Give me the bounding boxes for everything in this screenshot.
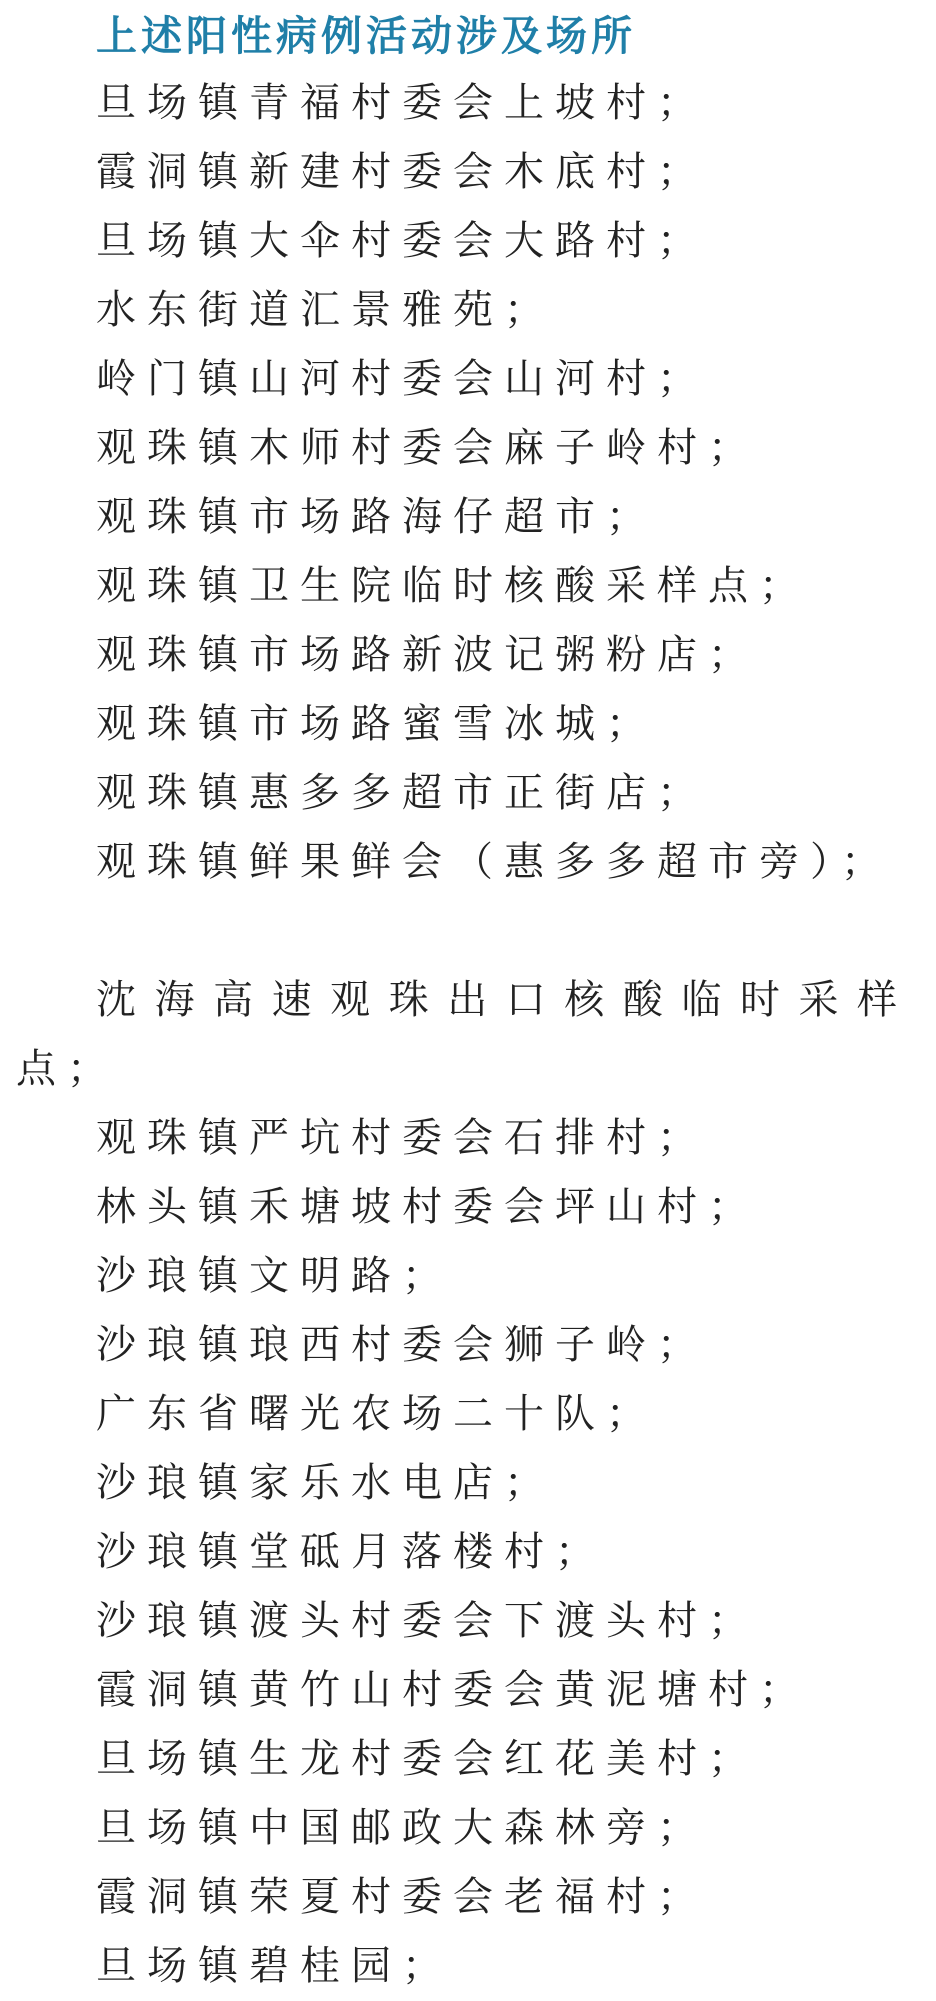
- place-item: 观珠镇市场路新波记粥粉店；: [96, 632, 759, 678]
- places-list: [0, 69, 936, 2001]
- place-item: 沙琅镇渡头村委会下渡头村；: [96, 1598, 759, 1644]
- place-item: 观珠镇市场路蜜雪冰城；: [96, 701, 657, 747]
- place-item: 岭门镇山河村委会山河村；: [96, 356, 708, 402]
- place-item: 观珠镇惠多多超市正街店；: [96, 770, 708, 816]
- place-item: 沈海高速观珠出口核酸临时采样点；: [16, 977, 908, 1092]
- place-item: 广东省曙光农场二十队；: [96, 1391, 657, 1437]
- place-item: 旦场镇大伞村委会大路村；: [96, 218, 708, 264]
- section-heading: 上述阳性病例活动涉及场所: [96, 12, 636, 60]
- place-item: 林头镇禾塘坡村委会坪山村；: [96, 1184, 759, 1230]
- place-item: 沙琅镇文明路；: [96, 1253, 453, 1299]
- place-item: 沙琅镇琅西村委会狮子岭；: [96, 1322, 708, 1368]
- place-item: 霞洞镇荣夏村委会老福村；: [96, 1874, 708, 1920]
- place-item: 霞洞镇新建村委会木底村；: [96, 149, 708, 195]
- place-item: 观珠镇鲜果鲜会（惠多多超市旁）；: [96, 839, 892, 885]
- place-item: 旦场镇生龙村委会红花美村；: [96, 1736, 759, 1782]
- place-item: 沙琅镇堂砥月落楼村；: [96, 1529, 606, 1575]
- place-item: 霞洞镇黄竹山村委会黄泥塘村；: [96, 1667, 810, 1713]
- place-item: 沙琅镇家乐水电店；: [96, 1460, 555, 1506]
- place-item: 观珠镇市场路海仔超市；: [96, 494, 657, 540]
- place-item: 水东街道汇景雅苑；: [96, 287, 555, 333]
- place-item: 旦场镇碧桂园；: [96, 1943, 453, 1989]
- place-item: 旦场镇青福村委会上坡村；: [96, 80, 708, 126]
- place-item: 观珠镇木师村委会麻子岭村；: [96, 425, 759, 471]
- place-item: 观珠镇卫生院临时核酸采样点；: [96, 563, 810, 609]
- place-item: 旦场镇中国邮政大森林旁；: [96, 1805, 708, 1851]
- place-item: 观珠镇严坑村委会石排村；: [96, 1115, 708, 1161]
